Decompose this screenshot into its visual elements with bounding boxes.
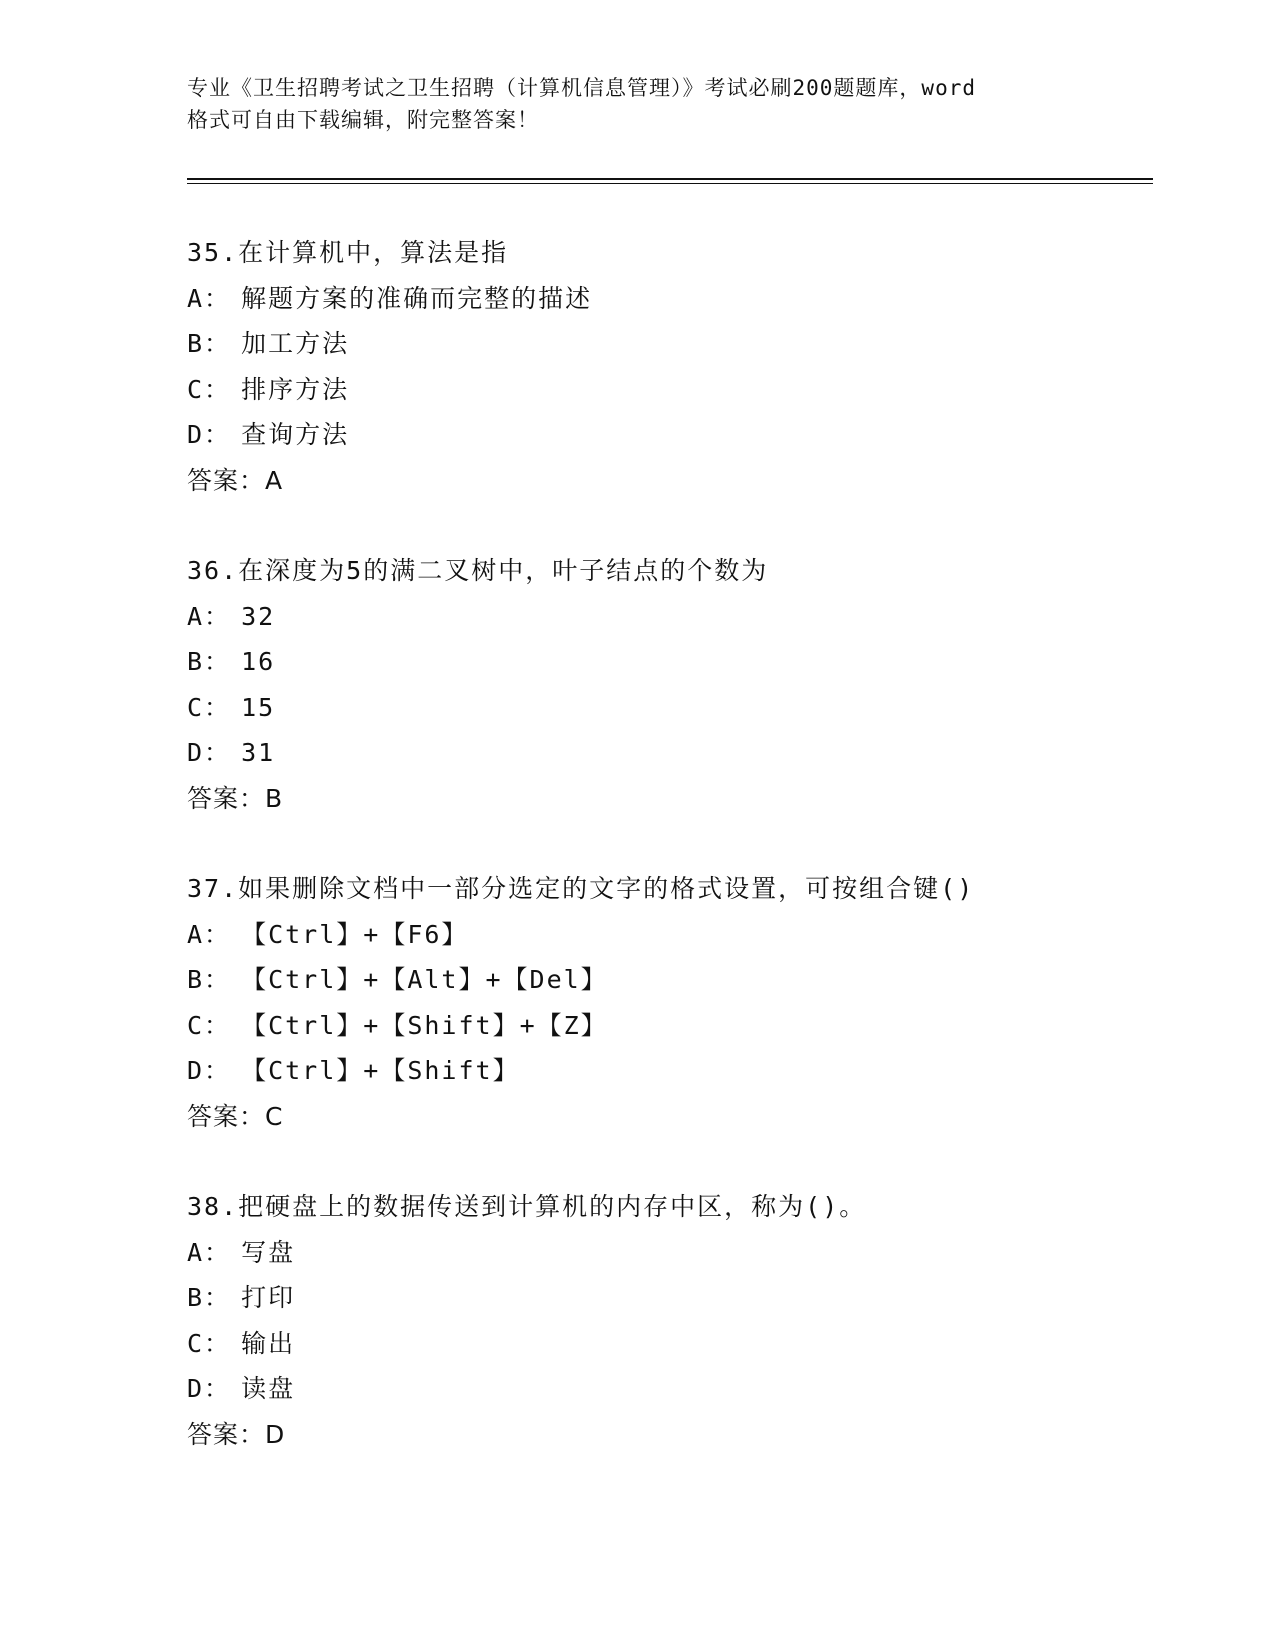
option-text: 31 [241, 738, 276, 768]
option-key: B： [187, 1283, 232, 1313]
option-b [187, 957, 1187, 1003]
option-text: 解题方案的准确而完整的描述 [241, 283, 593, 313]
option-c [187, 1321, 1187, 1367]
option-text: 15 [241, 692, 276, 722]
answer-line: 答案：C [187, 1101, 284, 1131]
option-key: A： [187, 1237, 232, 1267]
option-c [187, 1003, 1187, 1049]
answer-line: 答案：A [187, 465, 284, 495]
question-36 [187, 548, 1187, 822]
option-text: 输出 [241, 1328, 296, 1358]
option-key: B： [187, 329, 232, 359]
option-key: C： [187, 692, 232, 722]
option-key: D： [187, 1056, 232, 1086]
option-d [187, 1366, 1187, 1412]
option-d [187, 412, 1187, 458]
option-key: A： [187, 283, 232, 313]
option-text: 排序方法 [241, 374, 350, 404]
option-text: 32 [241, 601, 276, 631]
option-key: D： [187, 738, 232, 768]
option-text: 打印 [241, 1283, 296, 1313]
document-header [187, 72, 1087, 136]
header-line-1: 专业《卫生招聘考试之卫生招聘（计算机信息管理）》考试必刷200题题库，word [187, 76, 976, 100]
option-text: 【Ctrl】+【F6】 [241, 919, 469, 949]
option-text: 写盘 [241, 1237, 296, 1267]
question-37 [187, 866, 1187, 1140]
option-key: C： [187, 374, 232, 404]
option-d [187, 1048, 1187, 1094]
option-text: 加工方法 [241, 329, 350, 359]
option-text: 【Ctrl】+【Shift】+【Z】 [241, 1010, 608, 1040]
option-b [187, 321, 1187, 367]
option-key: C： [187, 1328, 232, 1358]
option-a [187, 912, 1187, 958]
option-b [187, 639, 1187, 685]
question-stem: 37.如果删除文档中一部分选定的文字的格式设置，可按组合键() [187, 874, 975, 903]
option-text: 16 [241, 647, 276, 677]
option-c [187, 367, 1187, 413]
header-divider [187, 178, 1153, 184]
question-35 [187, 230, 1187, 504]
option-text: 【Ctrl】+【Shift】 [241, 1056, 520, 1086]
option-c [187, 685, 1187, 731]
option-b [187, 1275, 1187, 1321]
answer-line: 答案：B [187, 783, 284, 813]
option-text: 【Ctrl】+【Alt】+【Del】 [241, 965, 608, 995]
question-stem: 38.把硬盘上的数据传送到计算机的内存中区，称为()。 [187, 1192, 867, 1221]
option-key: A： [187, 919, 232, 949]
answer-line: 答案：D [187, 1419, 286, 1449]
option-key: C： [187, 1010, 232, 1040]
option-key: B： [187, 647, 232, 677]
option-key: D： [187, 1374, 232, 1404]
option-a [187, 1230, 1187, 1276]
option-text: 读盘 [241, 1374, 296, 1404]
question-stem: 36.在深度为5的满二叉树中，叶子结点的个数为 [187, 556, 769, 585]
question-stem: 35.在计算机中，算法是指 [187, 238, 509, 267]
option-text: 查询方法 [241, 420, 350, 450]
option-a [187, 276, 1187, 322]
option-key: A： [187, 601, 232, 631]
option-key: B： [187, 965, 232, 995]
option-key: D： [187, 420, 232, 450]
header-line-2: 格式可自由下载编辑，附完整答案！ [187, 108, 539, 132]
question-38 [187, 1184, 1187, 1458]
option-a [187, 594, 1187, 640]
option-d [187, 730, 1187, 776]
